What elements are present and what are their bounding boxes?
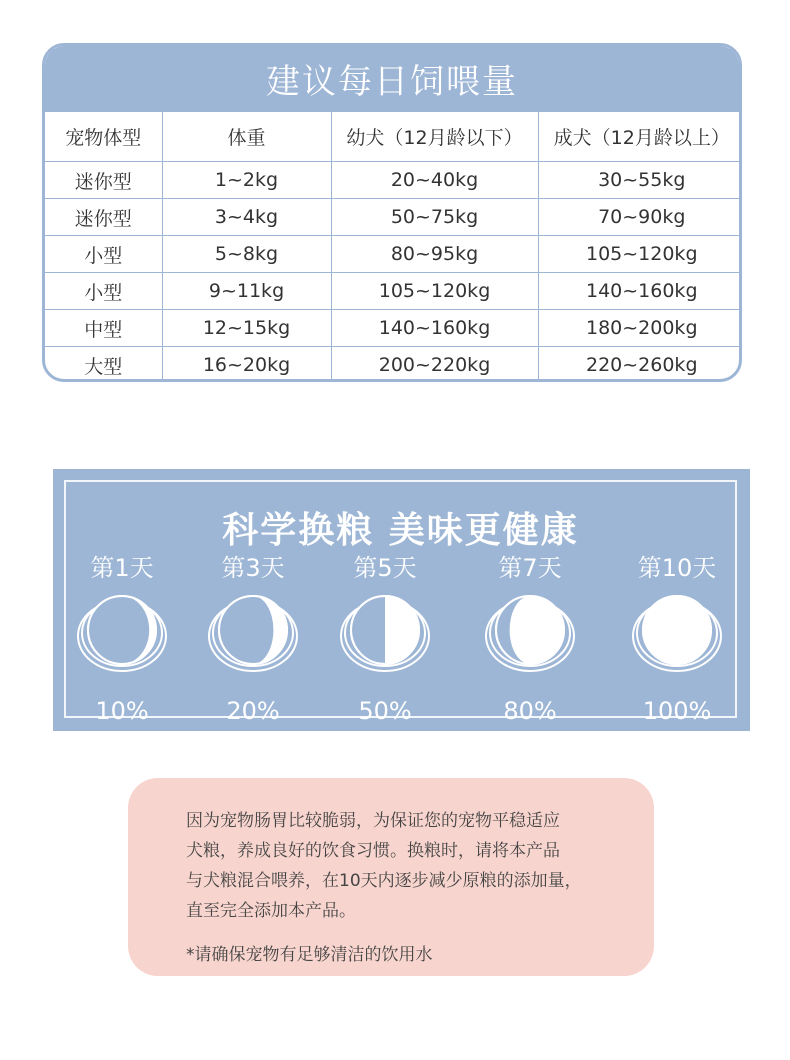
cell-size: 小型: [45, 236, 162, 273]
percent-label: 10%: [95, 697, 149, 725]
cell-weight: 3~4kg: [162, 199, 331, 236]
day-stage-10: [622, 552, 732, 726]
table-row: [45, 347, 742, 383]
percent-label: 20%: [226, 697, 280, 725]
header-adult: 成犬（12月龄以上）: [538, 112, 742, 162]
cell-size: 中型: [45, 310, 162, 347]
notice-line: 因为宠物肠胃比较脆弱，为保证您的宠物平稳适应: [186, 811, 560, 831]
bowl-icon: [631, 594, 723, 676]
feeding-title: 建议每日饲喂量: [45, 46, 739, 111]
cell-weight: 9~11kg: [162, 273, 331, 310]
cell-adult: 105~120kg: [538, 236, 742, 273]
cell-weight: 5~8kg: [162, 236, 331, 273]
food-switch-panel: [53, 469, 750, 731]
feeding-table-card: [42, 43, 742, 382]
bowl-icon: [339, 594, 431, 676]
notice-line: 与犬粮混合喂养，在10天内逐步减少原粮的添加量，: [186, 871, 582, 891]
feeding-table: [45, 111, 742, 382]
bowl-icon: [484, 594, 576, 676]
feeding-notice-card: [128, 778, 654, 976]
cell-size: 迷你型: [45, 199, 162, 236]
cell-puppy: 80~95kg: [331, 236, 538, 273]
percent-label: 100%: [642, 697, 712, 725]
day-label: 第1天: [90, 554, 154, 582]
cell-size: 大型: [45, 347, 162, 383]
header-puppy: 幼犬（12月龄以下）: [331, 112, 538, 162]
food-switch-frame: [64, 480, 737, 725]
notice-line: 直至完全添加本产品。: [186, 901, 356, 921]
cell-size: 迷你型: [45, 162, 162, 199]
cell-puppy: 105~120kg: [331, 273, 538, 310]
day-stage-3: [198, 552, 308, 726]
food-switch-title: 科学换粮 美味更健康: [222, 510, 579, 551]
notice-line: 犬粮，养成良好的饮食习惯。换粮时，请将本产品: [186, 841, 560, 861]
percent-label: 80%: [503, 697, 557, 725]
cell-puppy: 200~220kg: [331, 347, 538, 383]
cell-adult: 140~160kg: [538, 273, 742, 310]
cell-weight: 12~15kg: [162, 310, 331, 347]
day-stage-5: [330, 552, 440, 726]
bowl-icon: [207, 594, 299, 676]
table-row: [45, 199, 742, 236]
new-food-portion: [510, 596, 564, 664]
cell-puppy: 20~40kg: [331, 162, 538, 199]
day-label: 第10天: [637, 554, 717, 582]
table-row: [45, 162, 742, 199]
cell-size: 小型: [45, 273, 162, 310]
day-stage-7: [475, 552, 585, 726]
cell-adult: 30~55kg: [538, 162, 742, 199]
header-weight: 体重: [162, 112, 331, 162]
percent-label: 50%: [358, 697, 412, 725]
day-label: 第3天: [221, 554, 285, 582]
cell-puppy: 50~75kg: [331, 199, 538, 236]
table-row: [45, 236, 742, 273]
day-label: 第7天: [498, 554, 562, 582]
cell-adult: 220~260kg: [538, 347, 742, 383]
cell-puppy: 140~160kg: [331, 310, 538, 347]
day-stage-1: [67, 552, 177, 726]
water-footnote: *请确保宠物有足够清洁的饮用水: [186, 945, 433, 965]
header-pet-size: 宠物体型: [45, 112, 162, 162]
table-row: [45, 273, 742, 310]
table-row: [45, 310, 742, 347]
cell-weight: 1~2kg: [162, 162, 331, 199]
bowl-icon: [76, 594, 168, 676]
new-food-portion: [385, 596, 419, 664]
cell-weight: 16~20kg: [162, 347, 331, 383]
cell-adult: 70~90kg: [538, 199, 742, 236]
table-header-row: [45, 112, 742, 162]
day-label: 第5天: [353, 554, 417, 582]
cell-adult: 180~200kg: [538, 310, 742, 347]
